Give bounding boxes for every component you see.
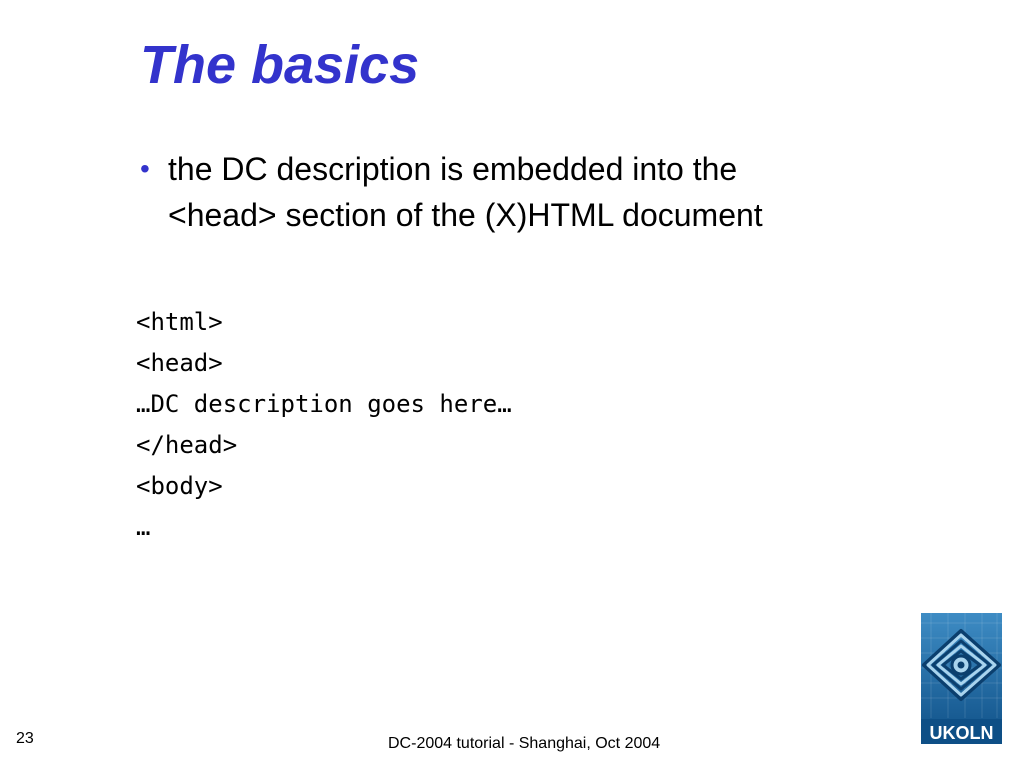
bullet-list: [140, 146, 960, 238]
ukoln-eye-logo-icon: [921, 613, 1002, 744]
code-line: <head>: [136, 349, 223, 377]
bullet-text-line-1: the DC description is embedded into the: [168, 151, 738, 187]
footer-caption: DC-2004 tutorial - Shanghai, Oct 2004: [388, 735, 661, 752]
logo-text: UKOLN: [929, 723, 994, 743]
code-example: [136, 302, 512, 548]
bullet-text-line-2: <head> section of the (X)HTML document: [168, 197, 763, 233]
bullet-item: [140, 146, 960, 238]
code-line: <body>: [136, 472, 223, 500]
slide-number: 23: [16, 730, 34, 747]
slide-title: The basics: [140, 35, 420, 95]
code-line: </head>: [136, 431, 238, 459]
code-line: …DC description goes here…: [136, 390, 512, 418]
bullet-marker: •: [140, 153, 150, 184]
code-line: …: [136, 513, 151, 541]
ukoln-logo: [921, 613, 1002, 744]
code-line: <html>: [136, 308, 223, 336]
